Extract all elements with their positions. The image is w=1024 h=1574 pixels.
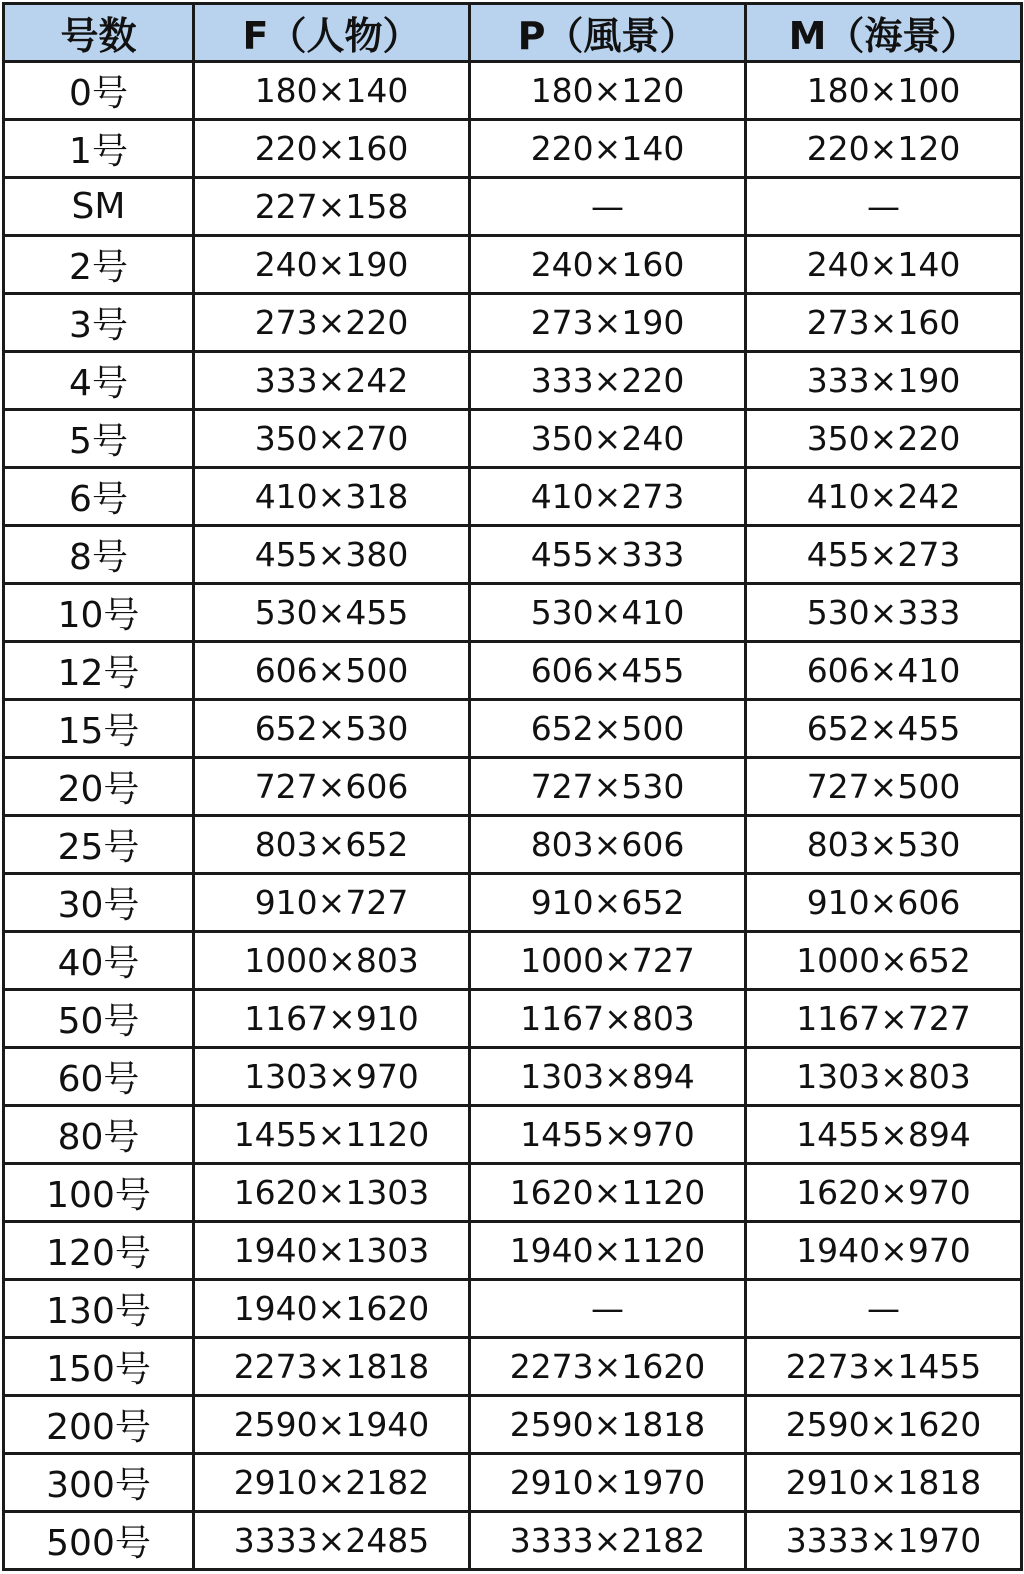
- cell-figure: 2590×1940: [194, 1396, 470, 1454]
- table-row: [4, 1512, 1022, 1570]
- cell-paysage: 3333×2182: [470, 1512, 746, 1570]
- cell-figure: 273×220: [194, 294, 470, 352]
- cell-figure: 803×652: [194, 816, 470, 874]
- table-row: [4, 932, 1022, 990]
- cell-marine: 652×455: [746, 700, 1022, 758]
- table-row: [4, 236, 1022, 294]
- cell-figure: 1167×910: [194, 990, 470, 1048]
- header-size-number: 号数: [4, 4, 194, 62]
- cell-figure: 1455×1120: [194, 1106, 470, 1164]
- cell-figure: 2910×2182: [194, 1454, 470, 1512]
- cell-figure: 455×380: [194, 526, 470, 584]
- cell-figure: 1000×803: [194, 932, 470, 990]
- cell-paysage: 2273×1620: [470, 1338, 746, 1396]
- cell-paysage: —: [470, 1280, 746, 1338]
- cell-paysage: 1620×1120: [470, 1164, 746, 1222]
- cell-size-number: 60号: [4, 1048, 194, 1106]
- cell-size-number: 120号: [4, 1222, 194, 1280]
- cell-figure: 1620×1303: [194, 1164, 470, 1222]
- table-row: [4, 352, 1022, 410]
- cell-figure: 227×158: [194, 178, 470, 236]
- cell-paysage: 652×500: [470, 700, 746, 758]
- table-row: [4, 700, 1022, 758]
- cell-figure: 727×606: [194, 758, 470, 816]
- cell-size-number: 1号: [4, 120, 194, 178]
- cell-size-number: 15号: [4, 700, 194, 758]
- cell-paysage: 1455×970: [470, 1106, 746, 1164]
- cell-size-number: 500号: [4, 1512, 194, 1570]
- cell-figure: 1940×1620: [194, 1280, 470, 1338]
- cell-paysage: 910×652: [470, 874, 746, 932]
- cell-paysage: 2590×1818: [470, 1396, 746, 1454]
- cell-paysage: 350×240: [470, 410, 746, 468]
- table-row: [4, 1396, 1022, 1454]
- cell-marine: 1303×803: [746, 1048, 1022, 1106]
- cell-paysage: 1000×727: [470, 932, 746, 990]
- cell-marine: 2273×1455: [746, 1338, 1022, 1396]
- cell-figure: 2273×1818: [194, 1338, 470, 1396]
- cell-paysage: 410×273: [470, 468, 746, 526]
- cell-paysage: 333×220: [470, 352, 746, 410]
- cell-size-number: 5号: [4, 410, 194, 468]
- cell-marine: 1000×652: [746, 932, 1022, 990]
- cell-size-number: 6号: [4, 468, 194, 526]
- cell-paysage: —: [470, 178, 746, 236]
- table-row: [4, 990, 1022, 1048]
- cell-size-number: 2号: [4, 236, 194, 294]
- cell-marine: 410×242: [746, 468, 1022, 526]
- header-marine: M（海景）: [746, 4, 1022, 62]
- table-row: [4, 294, 1022, 352]
- cell-marine: 803×530: [746, 816, 1022, 874]
- table-row: [4, 526, 1022, 584]
- cell-size-number: 0号: [4, 62, 194, 120]
- cell-size-number: 200号: [4, 1396, 194, 1454]
- header-figure: F（人物）: [194, 4, 470, 62]
- cell-paysage: 606×455: [470, 642, 746, 700]
- cell-figure: 333×242: [194, 352, 470, 410]
- cell-figure: 606×500: [194, 642, 470, 700]
- cell-size-number: 25号: [4, 816, 194, 874]
- cell-figure: 1940×1303: [194, 1222, 470, 1280]
- table-row: [4, 120, 1022, 178]
- cell-figure: 350×270: [194, 410, 470, 468]
- cell-size-number: 8号: [4, 526, 194, 584]
- cell-figure: 180×140: [194, 62, 470, 120]
- cell-paysage: 240×160: [470, 236, 746, 294]
- cell-size-number: 150号: [4, 1338, 194, 1396]
- table-body: [4, 62, 1022, 1570]
- cell-marine: 1940×970: [746, 1222, 1022, 1280]
- cell-marine: 2910×1818: [746, 1454, 1022, 1512]
- table-row: [4, 178, 1022, 236]
- table-row: [4, 410, 1022, 468]
- cell-size-number: 3号: [4, 294, 194, 352]
- cell-size-number: 40号: [4, 932, 194, 990]
- header-paysage: P（風景）: [470, 4, 746, 62]
- cell-marine: 606×410: [746, 642, 1022, 700]
- cell-size-number: 50号: [4, 990, 194, 1048]
- cell-marine: 727×500: [746, 758, 1022, 816]
- cell-size-number: 130号: [4, 1280, 194, 1338]
- table-row: [4, 468, 1022, 526]
- table-row: [4, 1106, 1022, 1164]
- cell-marine: 220×120: [746, 120, 1022, 178]
- cell-paysage: 803×606: [470, 816, 746, 874]
- canvas-size-table: [2, 2, 1023, 1571]
- cell-paysage: 180×120: [470, 62, 746, 120]
- cell-figure: 3333×2485: [194, 1512, 470, 1570]
- header-row: [4, 4, 1022, 62]
- cell-paysage: 727×530: [470, 758, 746, 816]
- cell-size-number: 300号: [4, 1454, 194, 1512]
- table-row: [4, 758, 1022, 816]
- cell-marine: 1620×970: [746, 1164, 1022, 1222]
- cell-figure: 220×160: [194, 120, 470, 178]
- table-row: [4, 1048, 1022, 1106]
- cell-marine: 910×606: [746, 874, 1022, 932]
- cell-figure: 652×530: [194, 700, 470, 758]
- cell-paysage: 1940×1120: [470, 1222, 746, 1280]
- table-row: [4, 642, 1022, 700]
- cell-marine: —: [746, 178, 1022, 236]
- cell-marine: 350×220: [746, 410, 1022, 468]
- cell-marine: 455×273: [746, 526, 1022, 584]
- cell-marine: 3333×1970: [746, 1512, 1022, 1570]
- cell-marine: 180×100: [746, 62, 1022, 120]
- cell-size-number: 4号: [4, 352, 194, 410]
- cell-figure: 240×190: [194, 236, 470, 294]
- cell-marine: 2590×1620: [746, 1396, 1022, 1454]
- cell-size-number: 30号: [4, 874, 194, 932]
- cell-paysage: 220×140: [470, 120, 746, 178]
- cell-marine: 1455×894: [746, 1106, 1022, 1164]
- table-row: [4, 62, 1022, 120]
- cell-figure: 1303×970: [194, 1048, 470, 1106]
- cell-marine: 1167×727: [746, 990, 1022, 1048]
- cell-paysage: 455×333: [470, 526, 746, 584]
- cell-paysage: 2910×1970: [470, 1454, 746, 1512]
- cell-size-number: 10号: [4, 584, 194, 642]
- table-row: [4, 1164, 1022, 1222]
- cell-size-number: 80号: [4, 1106, 194, 1164]
- cell-figure: 410×318: [194, 468, 470, 526]
- table-header: [4, 4, 1022, 62]
- cell-size-number: 12号: [4, 642, 194, 700]
- cell-marine: 273×160: [746, 294, 1022, 352]
- cell-size-number: SM: [4, 178, 194, 236]
- table-row: [4, 1338, 1022, 1396]
- table-row: [4, 1222, 1022, 1280]
- cell-marine: 333×190: [746, 352, 1022, 410]
- cell-paysage: 1303×894: [470, 1048, 746, 1106]
- cell-marine: —: [746, 1280, 1022, 1338]
- cell-size-number: 20号: [4, 758, 194, 816]
- table-row: [4, 1280, 1022, 1338]
- cell-marine: 240×140: [746, 236, 1022, 294]
- table-row: [4, 584, 1022, 642]
- cell-paysage: 530×410: [470, 584, 746, 642]
- table-row: [4, 1454, 1022, 1512]
- cell-paysage: 1167×803: [470, 990, 746, 1048]
- cell-figure: 910×727: [194, 874, 470, 932]
- cell-marine: 530×333: [746, 584, 1022, 642]
- table-row: [4, 874, 1022, 932]
- cell-paysage: 273×190: [470, 294, 746, 352]
- cell-size-number: 100号: [4, 1164, 194, 1222]
- cell-figure: 530×455: [194, 584, 470, 642]
- table-row: [4, 816, 1022, 874]
